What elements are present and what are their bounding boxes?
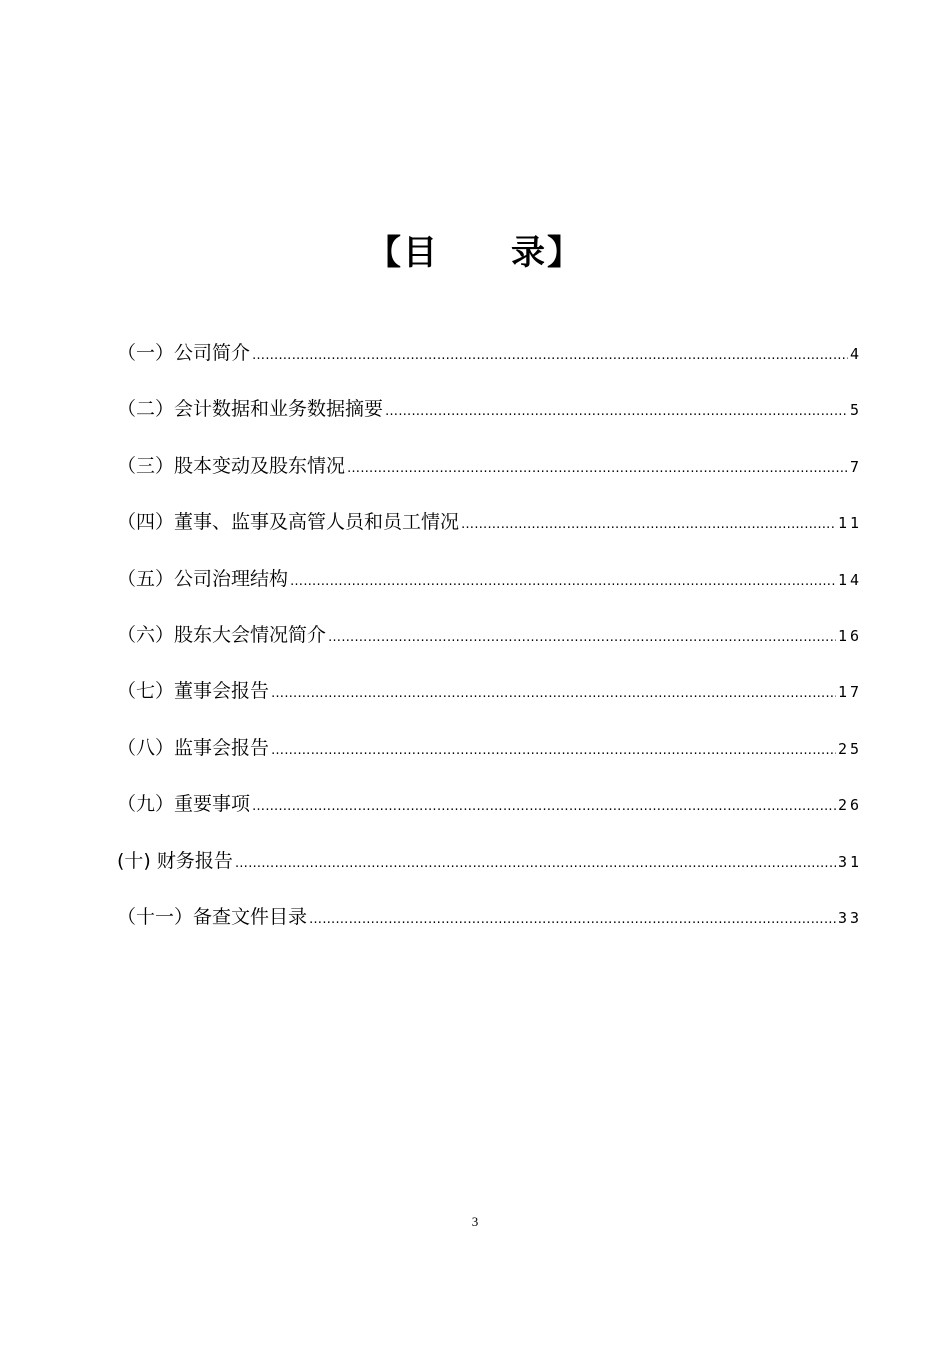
toc-entry-label: （十一）备查文件目录 (117, 905, 308, 928)
toc-entry-page: 14 (837, 570, 862, 589)
toc-entry-page: 5 (849, 401, 862, 420)
toc-entry-label: （九）重要事项 (117, 793, 251, 816)
toc-dot-leader (252, 337, 848, 375)
toc-entry-label: (十) 财务报告 (117, 849, 233, 872)
toc-dot-leader (235, 845, 836, 883)
page-number: 3 (471, 1214, 479, 1229)
toc-dot-leader (347, 450, 848, 488)
toc-entry-label: （一）公司简介 (117, 342, 251, 364)
toc-entry-page: 25 (837, 739, 862, 758)
toc-entry-9[interactable] (117, 785, 862, 841)
toc-entry-label: （七）董事会报告 (117, 680, 270, 703)
toc-entry-page: 26 (837, 796, 862, 815)
toc-entry-page: 4 (849, 345, 862, 363)
toc-title-close: 录】 (511, 233, 583, 273)
toc-entry-label: （五）公司治理结构 (117, 567, 289, 590)
toc-dot-leader (385, 393, 848, 431)
toc-dot-leader (290, 563, 836, 601)
toc-entry-1[interactable] (117, 334, 862, 390)
toc-list (117, 334, 862, 954)
toc-dot-leader (309, 901, 836, 939)
toc-entry-10[interactable] (117, 842, 862, 898)
toc-entry-page: 17 (837, 683, 862, 702)
toc-dot-leader (271, 732, 836, 770)
toc-entry-page: 11 (837, 514, 862, 533)
toc-entry-6[interactable] (117, 616, 862, 672)
toc-dot-leader (252, 788, 836, 826)
toc-dot-leader (328, 619, 836, 657)
toc-entry-label: （四）董事、监事及高管人员和员工情况 (117, 511, 460, 534)
toc-entry-3[interactable] (117, 447, 862, 503)
toc-title-open: 【目 (367, 233, 439, 273)
toc-entry-7[interactable] (117, 672, 862, 728)
toc-entry-page: 16 (837, 626, 862, 645)
toc-entry-label: （二）会计数据和业务数据摘要 (117, 398, 384, 421)
toc-dot-leader (271, 675, 836, 713)
toc-entry-label: （八）监事会报告 (117, 736, 270, 759)
toc-entry-page: 33 (837, 908, 862, 927)
toc-entry-page: 7 (849, 457, 862, 476)
toc-entry-11[interactable] (117, 898, 862, 954)
toc-entry-label: （六）股东大会情况简介 (117, 623, 327, 646)
toc-dot-leader (461, 506, 836, 544)
toc-entry-2[interactable] (117, 390, 862, 446)
toc-entry-5[interactable] (117, 560, 862, 616)
toc-entry-label: （三）股本变动及股东情况 (117, 454, 346, 477)
toc-title (0, 228, 950, 278)
toc-entry-4[interactable] (117, 503, 862, 559)
toc-entry-8[interactable] (117, 729, 862, 785)
toc-entry-page: 31 (837, 852, 862, 871)
